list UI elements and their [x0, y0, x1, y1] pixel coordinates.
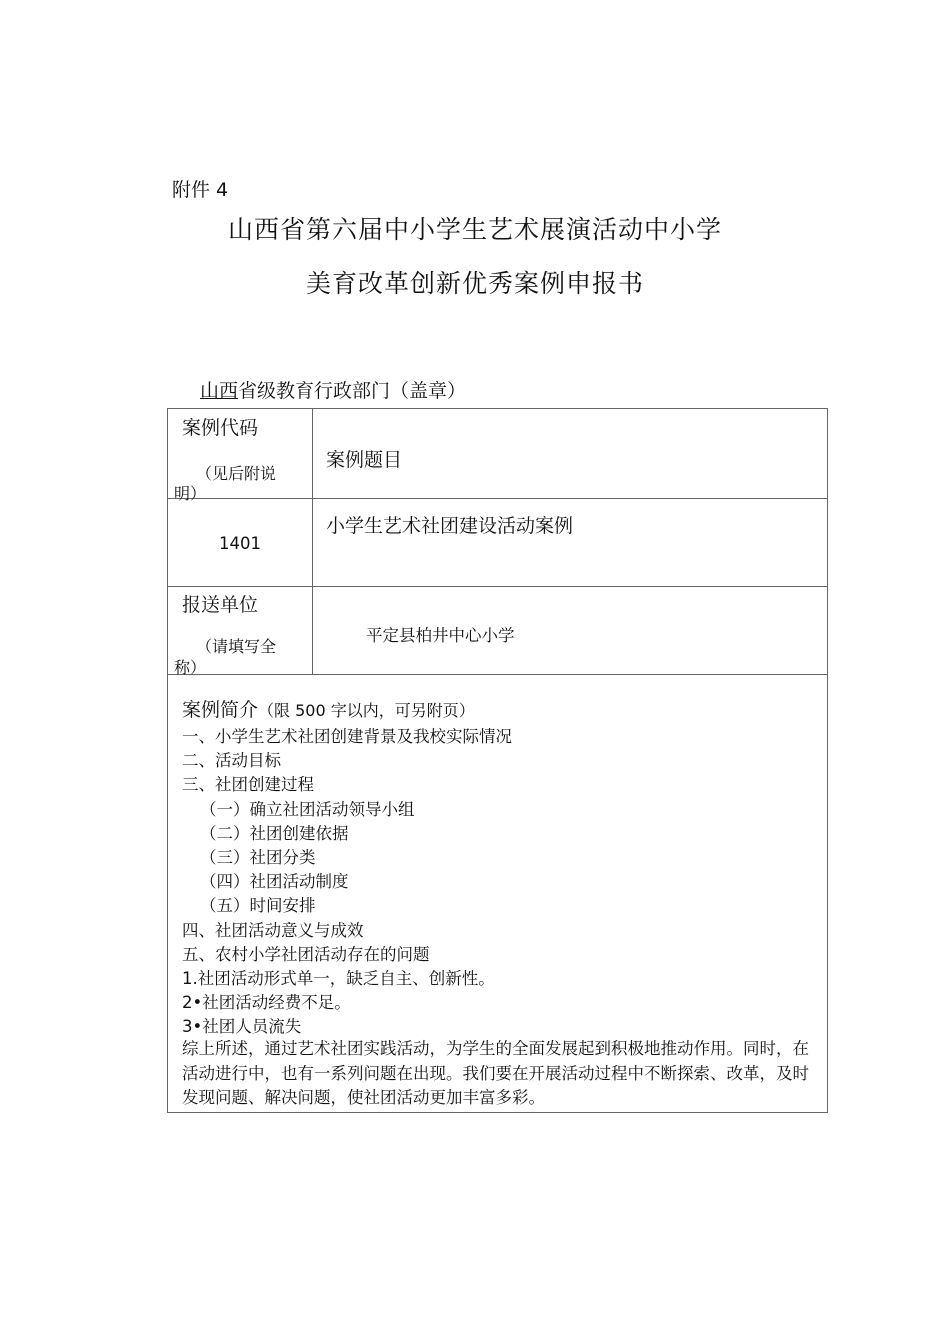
table-divider: [168, 498, 827, 499]
table-divider: [168, 586, 827, 587]
case-title-label: 案例题目: [326, 449, 403, 471]
outline-item: 二、活动目标: [182, 751, 281, 771]
table-column-divider: [312, 409, 313, 674]
outline-item: 三、社团创建过程: [182, 775, 314, 795]
outline-item: （二）社团创建依据: [200, 823, 349, 843]
submitting-unit-note: （请填写全: [196, 637, 277, 656]
case-summary-conclusion: 综上所述，通过艺术社团实践活动，为学生的全面发展起到积极地推动作用。同时，在活动进行中，也有一系列问题在出现。我们要在开展活动过程中不断探索、改革，及时发现问题、解决问题，使社团活动更加丰富多彩。: [182, 1039, 809, 1107]
outline-item: （五）时间安排: [200, 896, 316, 916]
department-line: [200, 376, 466, 403]
department-label: 省级教育行政部门（盖章）: [238, 380, 467, 402]
outline-item: （三）社团分类: [200, 847, 316, 867]
case-summary-heading: [182, 695, 475, 722]
case-summary-outline: [182, 725, 512, 1039]
document-title-line-2: 美育改革创新优秀案例申报书: [305, 269, 644, 298]
case-code-note-cont: 明）: [174, 484, 207, 503]
application-form-table: [167, 408, 828, 1113]
case-title-value: 小学生艺术社团建设活动案例: [326, 515, 574, 537]
attachment-label: 附件 4: [172, 179, 229, 201]
document-title-line-1: 山西省第六届中小学生艺术展演活动中小学: [227, 215, 722, 244]
outline-item: （一）确立社团活动领导小组: [200, 799, 415, 819]
case-code-label: 案例代码: [182, 417, 259, 439]
submitting-unit-note-cont: 称）: [174, 658, 207, 677]
submitting-unit-value: 平定县柏井中心小学: [366, 626, 515, 645]
outline-item: 一、小学生艺术社团创建背景及我校实际情况: [182, 727, 512, 746]
outline-item: 五、农村小学社团活动存在的问题: [182, 944, 430, 964]
submitting-unit-label: 报送单位: [182, 594, 259, 616]
case-summary-label: 案例简介: [182, 699, 259, 721]
outline-item: 四、社团活动意义与成效: [182, 920, 364, 940]
case-code-value: 1401: [219, 534, 261, 553]
case-summary-limit: （限 500 字以内，可另附页）: [258, 701, 475, 720]
outline-item: 2•社团活动经费不足。: [182, 993, 351, 1013]
outline-item: （四）社团活动制度: [200, 872, 349, 892]
case-code-note: （见后附说: [196, 464, 277, 483]
outline-item: 1.社团活动形式单一，缺乏自主、创新性。: [182, 968, 495, 988]
outline-item: 3•社团人员流失: [182, 1017, 302, 1037]
table-divider: [168, 674, 827, 675]
department-province: 山西: [200, 380, 239, 402]
